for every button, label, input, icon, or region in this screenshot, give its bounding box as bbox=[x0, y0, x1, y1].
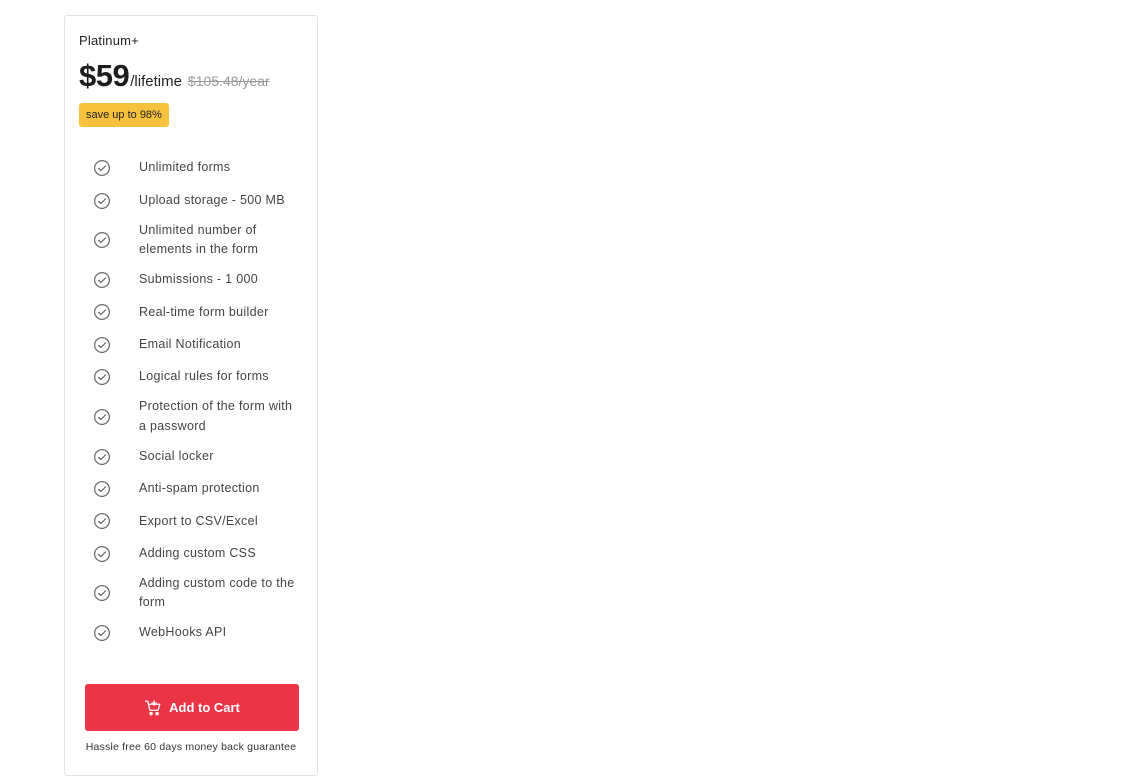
feature-item bbox=[65, 264, 317, 296]
feature-item bbox=[65, 617, 317, 649]
old-price: $105.48/year bbox=[187, 73, 270, 89]
check-circle-icon bbox=[93, 231, 111, 249]
feature-label: Email Notification bbox=[139, 337, 241, 351]
feature-item bbox=[65, 473, 317, 505]
feature-label: WebHooks API bbox=[139, 625, 227, 640]
pricing-card bbox=[64, 15, 318, 776]
feature-label: Export to CSV/Excel bbox=[139, 513, 258, 528]
feature-item bbox=[65, 361, 317, 393]
check-circle-icon bbox=[93, 271, 111, 289]
discount-badge: save up to 98% bbox=[79, 103, 169, 127]
feature-item bbox=[65, 505, 317, 537]
feature-item bbox=[65, 329, 317, 361]
money-back-guarantee: Hassle free 60 days money back guarantee bbox=[85, 741, 297, 753]
feature-label: Social locker bbox=[139, 448, 214, 463]
check-circle-icon bbox=[93, 480, 111, 498]
check-circle-icon bbox=[93, 584, 111, 602]
feature-label: Upload storage - 500 MB bbox=[139, 192, 285, 207]
feature-label: Adding custom code to the form bbox=[139, 575, 295, 610]
feature-item bbox=[65, 184, 317, 216]
check-circle-icon bbox=[93, 368, 111, 386]
check-circle-icon bbox=[93, 624, 111, 642]
feature-label: Logical rules for forms bbox=[139, 369, 269, 384]
feature-item bbox=[65, 217, 317, 264]
check-circle-icon bbox=[93, 336, 111, 354]
plan-name: Platinum+ bbox=[79, 33, 139, 48]
feature-label: Unlimited forms bbox=[139, 160, 231, 175]
add-to-cart-icon bbox=[144, 699, 162, 717]
feature-item bbox=[65, 440, 317, 472]
feature-label: Submissions - 1 000 bbox=[139, 272, 258, 287]
feature-label: Unlimited number of elements in the form bbox=[139, 222, 259, 257]
feature-label: Protection of the form with a password bbox=[139, 399, 293, 433]
feature-list bbox=[65, 152, 317, 649]
check-circle-icon bbox=[93, 159, 111, 177]
feature-label: Real-time form builder bbox=[139, 304, 269, 319]
check-circle-icon bbox=[93, 512, 111, 530]
feature-item bbox=[65, 538, 317, 570]
add-to-cart-button[interactable] bbox=[85, 684, 299, 731]
check-circle-icon bbox=[93, 303, 111, 321]
check-circle-icon bbox=[93, 448, 111, 466]
feature-item bbox=[65, 296, 317, 328]
feature-label: Anti-spam protection bbox=[139, 481, 260, 496]
feature-item bbox=[65, 393, 317, 440]
feature-label: Adding custom CSS bbox=[139, 545, 256, 560]
price-period: /lifetime bbox=[130, 73, 182, 90]
check-circle-icon bbox=[93, 408, 111, 426]
feature-item bbox=[65, 152, 317, 184]
price: $59 bbox=[79, 58, 130, 93]
price-row bbox=[79, 58, 270, 94]
add-to-cart-label: Add to Cart bbox=[169, 700, 240, 715]
feature-item bbox=[65, 570, 317, 617]
check-circle-icon bbox=[93, 192, 111, 210]
check-circle-icon bbox=[93, 545, 111, 563]
